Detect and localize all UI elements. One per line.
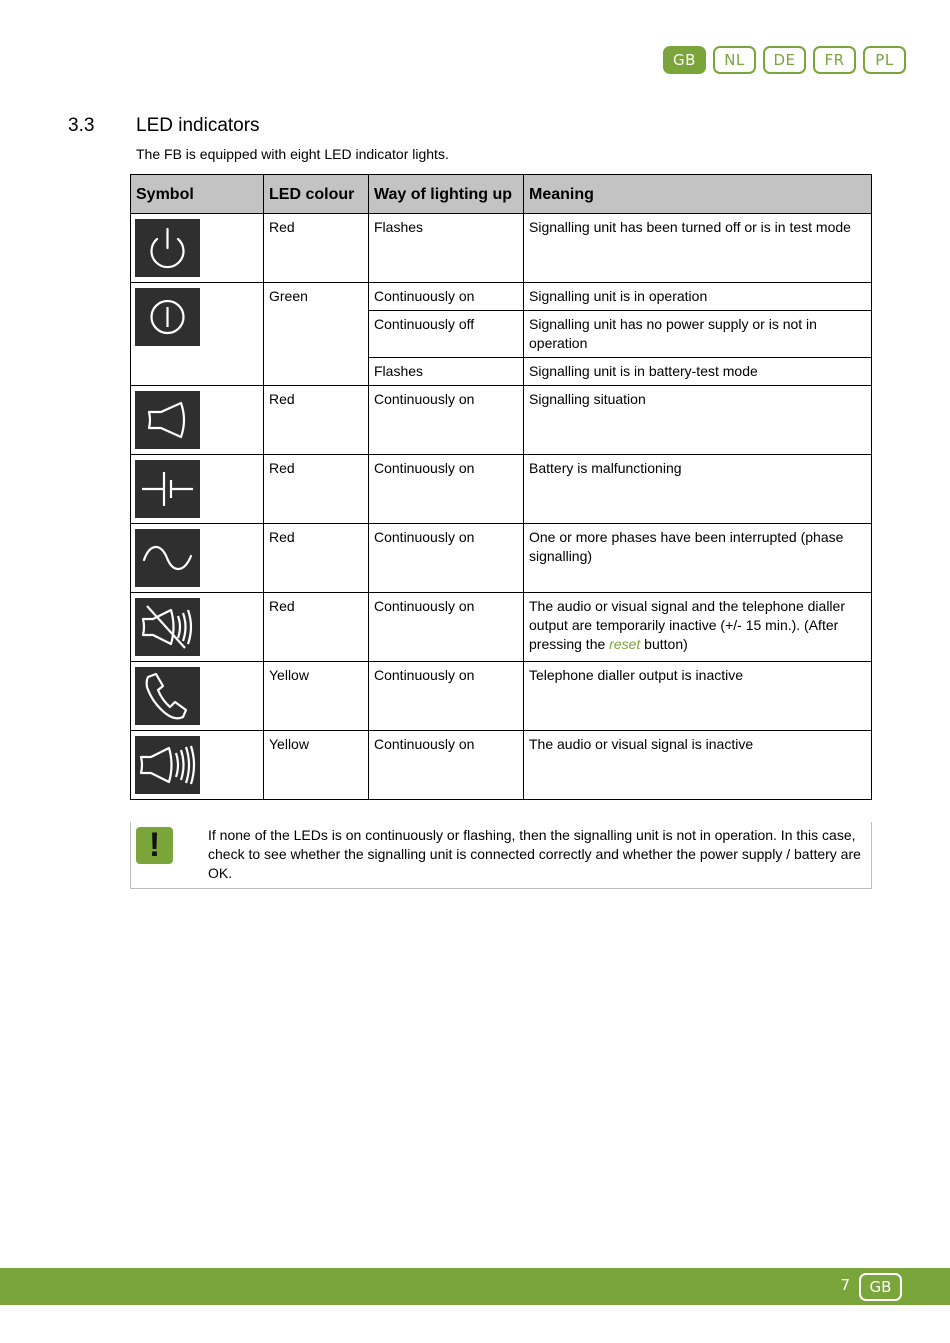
symbol-cell (131, 283, 264, 386)
lang-tab-de[interactable]: DE (763, 46, 806, 74)
lighting-way: Continuously on (369, 593, 524, 662)
symbol-cell (131, 524, 264, 593)
table-row (131, 214, 872, 283)
lighting-way: Flashes (369, 358, 524, 386)
language-tabs (663, 46, 906, 74)
power-on-icon (135, 288, 200, 346)
footer-language-tag: GB (859, 1273, 902, 1301)
header-way-of-lighting: Way of lighting up (369, 175, 524, 214)
table-row (131, 593, 872, 662)
horn-muted-icon (135, 598, 200, 656)
table-row (131, 731, 872, 800)
header-meaning: Meaning (524, 175, 872, 214)
lighting-way: Continuously off (369, 311, 524, 358)
footer-bar (0, 1268, 950, 1305)
note-text: If none of the LEDs is on continuously or flashing, then the signalling unit is not in operation. In this case, check to see whether the signalling unit is connected correctly and whether the power supply / battery are OK. (208, 827, 861, 881)
lighting-way: Continuously on (369, 524, 524, 593)
meaning: Signalling unit has been turned off or is in test mode (524, 214, 872, 283)
lighting-way: Continuously on (369, 283, 524, 311)
page-number: 7 (840, 1276, 850, 1294)
meaning: One or more phases have been interrupted (phase signalling) (524, 524, 872, 593)
symbol-cell (131, 593, 264, 662)
lang-tab-pl[interactable]: PL (863, 46, 906, 74)
lighting-way: Continuously on (369, 455, 524, 524)
lighting-way: Continuously on (369, 731, 524, 800)
meaning: Signalling unit has no power supply or is not in operation (524, 311, 872, 358)
table-row (131, 283, 872, 311)
table-header-row (131, 175, 872, 214)
meaning: Signalling unit is in operation (524, 283, 872, 311)
table-row (131, 662, 872, 731)
section-title: LED indicators (136, 115, 260, 136)
led-colour: Yellow (264, 731, 369, 800)
lang-tab-fr[interactable]: FR (813, 46, 856, 74)
led-colour: Yellow (264, 662, 369, 731)
lang-tab-gb[interactable]: GB (663, 46, 706, 74)
exclamation-icon: ! (136, 827, 173, 864)
telephone-icon (135, 667, 200, 725)
led-table (130, 174, 872, 800)
led-colour: Red (264, 455, 369, 524)
header-symbol: Symbol (131, 175, 264, 214)
led-colour: Red (264, 593, 369, 662)
meaning: Battery is malfunctioning (524, 455, 872, 524)
lighting-way: Continuously on (369, 662, 524, 731)
led-colour: Red (264, 214, 369, 283)
meaning: The audio or visual signal and the telephone dialler output are temporarily inactive (+/- 15 min.). (After pressing the reset button) (524, 593, 872, 662)
lang-tab-nl[interactable]: NL (713, 46, 756, 74)
horn-sound-icon (135, 736, 200, 794)
section-intro: The FB is equipped with eight LED indicator lights. (136, 146, 449, 162)
table-row (131, 524, 872, 593)
horn-icon (135, 391, 200, 449)
symbol-cell (131, 731, 264, 800)
sine-wave-icon (135, 529, 200, 587)
symbol-cell (131, 386, 264, 455)
led-colour: Red (264, 524, 369, 593)
meaning: Signalling unit is in battery-test mode (524, 358, 872, 386)
symbol-cell (131, 662, 264, 731)
meaning: The audio or visual signal is inactive (524, 731, 872, 800)
meaning: Signalling situation (524, 386, 872, 455)
lighting-way: Flashes (369, 214, 524, 283)
header-led-colour: LED colour (264, 175, 369, 214)
power-button-icon (135, 219, 200, 277)
section-number: 3.3 (68, 115, 95, 136)
symbol-cell (131, 455, 264, 524)
battery-icon (135, 460, 200, 518)
lighting-way: Continuously on (369, 386, 524, 455)
led-colour: Red (264, 386, 369, 455)
led-colour: Green (264, 283, 369, 386)
table-row (131, 455, 872, 524)
table-row (131, 386, 872, 455)
meaning: Telephone dialler output is inactive (524, 662, 872, 731)
symbol-cell (131, 214, 264, 283)
reset-button-ref: reset (609, 636, 641, 652)
note-box (130, 822, 872, 889)
